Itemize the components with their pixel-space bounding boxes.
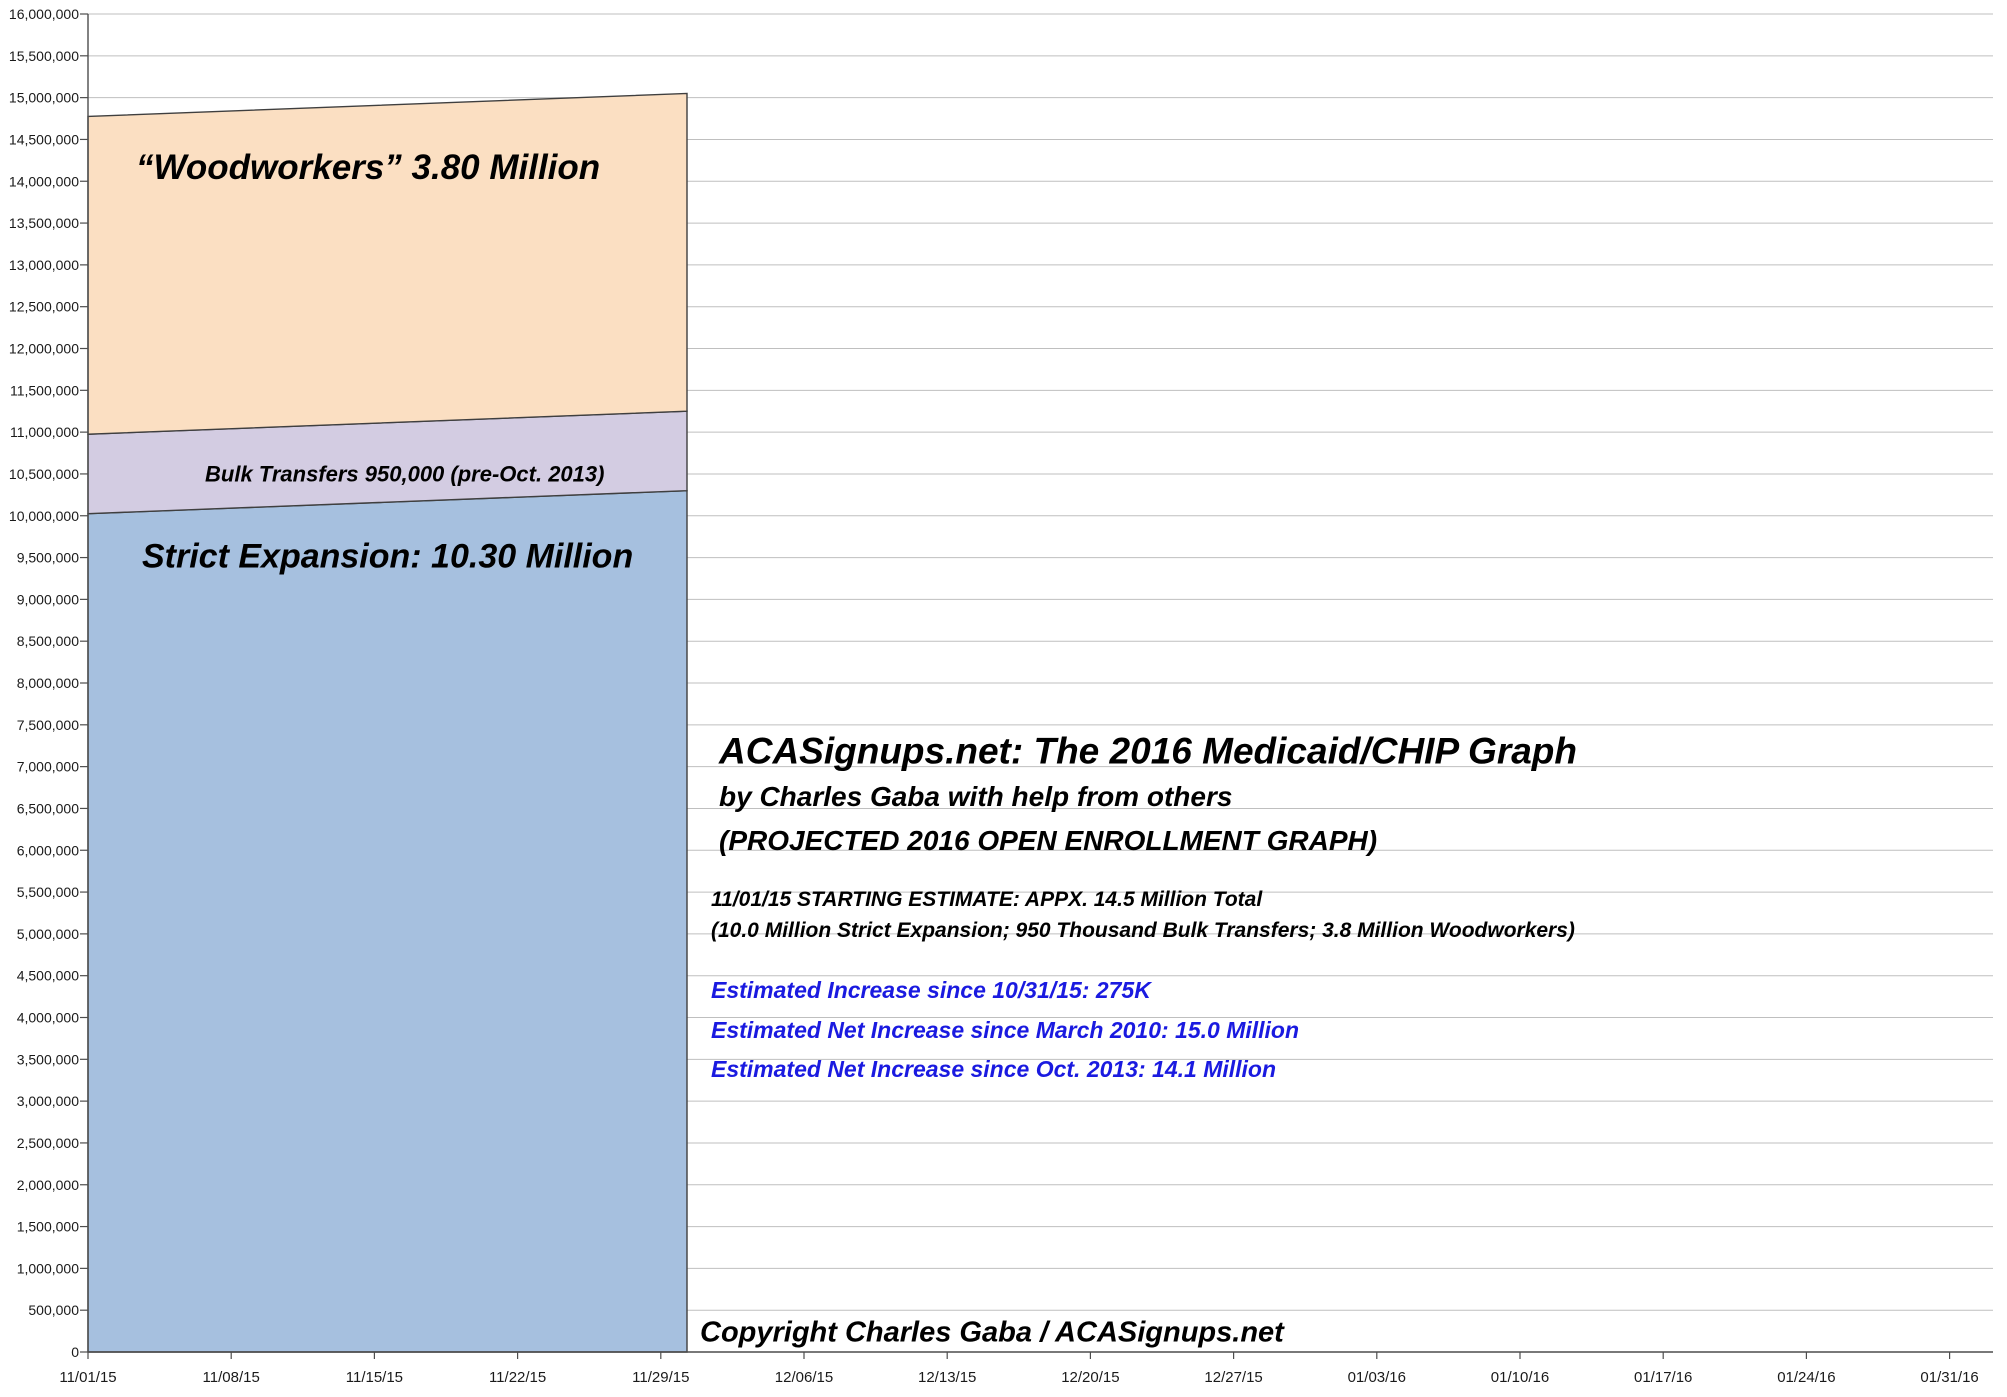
y-axis-tick-label: 2,500,000 [16,1134,79,1151]
y-axis-tick-label: 3,500,000 [16,1051,79,1068]
chart-byline: by Charles Gaba with help from others [719,780,1233,812]
x-axis-tick-label: 12/06/15 [774,1369,834,1386]
y-axis-tick-label: 500,000 [28,1302,79,1319]
y-axis-tick-label: 1,500,000 [16,1218,79,1235]
starting-estimate-line1: 11/01/15 STARTING ESTIMATE: APPX. 14.5 Million Total [711,887,1263,911]
y-axis-tick-label: 15,000,000 [8,89,79,106]
y-axis-tick-label: 16,000,000 [8,6,79,22]
x-axis-tick-label: 01/31/16 [1920,1369,1979,1386]
y-axis-tick-label: 8,500,000 [16,633,79,650]
y-axis-tick-label: 3,000,000 [16,1093,79,1110]
y-axis-tick-label: 13,500,000 [8,215,79,232]
y-axis-tick-label: 12,500,000 [8,298,79,315]
y-axis-tick-label: 1,000,000 [16,1260,79,1277]
region-label-woodworkers: “Woodworkers” 3.80 Million [136,147,601,187]
x-axis-tick-label: 11/01/15 [59,1369,117,1386]
y-axis-tick-label: 9,500,000 [16,549,79,566]
y-axis-tick-label: 9,000,000 [16,591,79,608]
x-axis-tick-label: 12/20/15 [1061,1369,1120,1386]
y-axis-tick-label: 0 [71,1344,79,1360]
estimated-net-increase-since-oct-2013: Estimated Net Increase since Oct. 2013: 14.1 Million [711,1055,1277,1082]
x-axis-tick-label: 11/08/15 [202,1369,260,1386]
chart-title: ACASignups.net: The 2016 Medicaid/CHIP Graph [719,730,1577,772]
starting-estimate-line2: (10.0 Million Strict Expansion; 950 Thousand Bulk Transfers; 3.8 Million Woodworkers) [711,918,1575,942]
y-axis-tick-label: 12,000,000 [8,340,79,357]
y-axis-tick-label: 6,500,000 [16,800,79,817]
x-axis-tick-label: 01/03/16 [1347,1369,1406,1386]
y-axis-tick-label: 11,000,000 [9,424,79,441]
copyright-notice: Copyright Charles Gaba / ACASignups.net [700,1316,1284,1349]
chart-projected-note: (PROJECTED 2016 OPEN ENROLLMENT GRAPH) [719,824,1378,856]
area-woodworkers [88,93,687,434]
y-axis-tick-label: 10,500,000 [8,465,79,482]
x-axis-tick-label: 12/27/15 [1204,1369,1263,1386]
x-axis-tick-label: 11/29/15 [632,1369,690,1386]
region-label-strict-expansion: Strict Expansion: 10.30 Million [142,537,634,576]
y-axis-tick-label: 15,500,000 [8,47,79,64]
y-axis-tick-label: 14,500,000 [8,131,79,148]
y-axis-tick-label: 7,000,000 [16,758,79,775]
x-axis-tick-label: 01/17/16 [1634,1369,1693,1386]
x-axis-tick-label: 11/15/15 [345,1369,404,1386]
x-axis-tick-label: 01/24/16 [1777,1369,1836,1386]
x-axis-tick-label: 11/22/15 [488,1369,547,1386]
region-label-bulk-transfers: Bulk Transfers 950,000 (pre-Oct. 2013) [205,461,605,487]
y-axis-tick-label: 6,000,000 [16,842,79,859]
estimated-net-increase-since-march-2010: Estimated Net Increase since March 2010: 15.0 Million [711,1016,1300,1043]
x-axis-tick-label: 01/10/16 [1490,1369,1550,1386]
y-axis-tick-label: 7,500,000 [16,716,79,733]
x-axis-tick-label: 12/13/15 [918,1369,977,1386]
y-axis-tick-label: 5,500,000 [16,884,79,901]
y-axis-tick-label: 14,000,000 [8,173,79,190]
y-axis-tick-label: 13,000,000 [8,256,79,273]
y-axis-tick-label: 2,000,000 [16,1176,79,1193]
y-axis-tick-label: 5,000,000 [16,925,79,942]
y-axis-tick-label: 4,500,000 [16,967,79,984]
y-axis-tick-label: 4,000,000 [16,1009,79,1026]
y-axis-tick-label: 11,500,000 [9,382,79,399]
area-strict-expansion [88,491,687,1352]
y-axis-tick-label: 10,000,000 [8,507,79,524]
y-axis-tick-label: 8,000,000 [16,675,79,691]
estimated-increase-since-10-31: Estimated Increase since 10/31/15: 275K [711,976,1151,1003]
